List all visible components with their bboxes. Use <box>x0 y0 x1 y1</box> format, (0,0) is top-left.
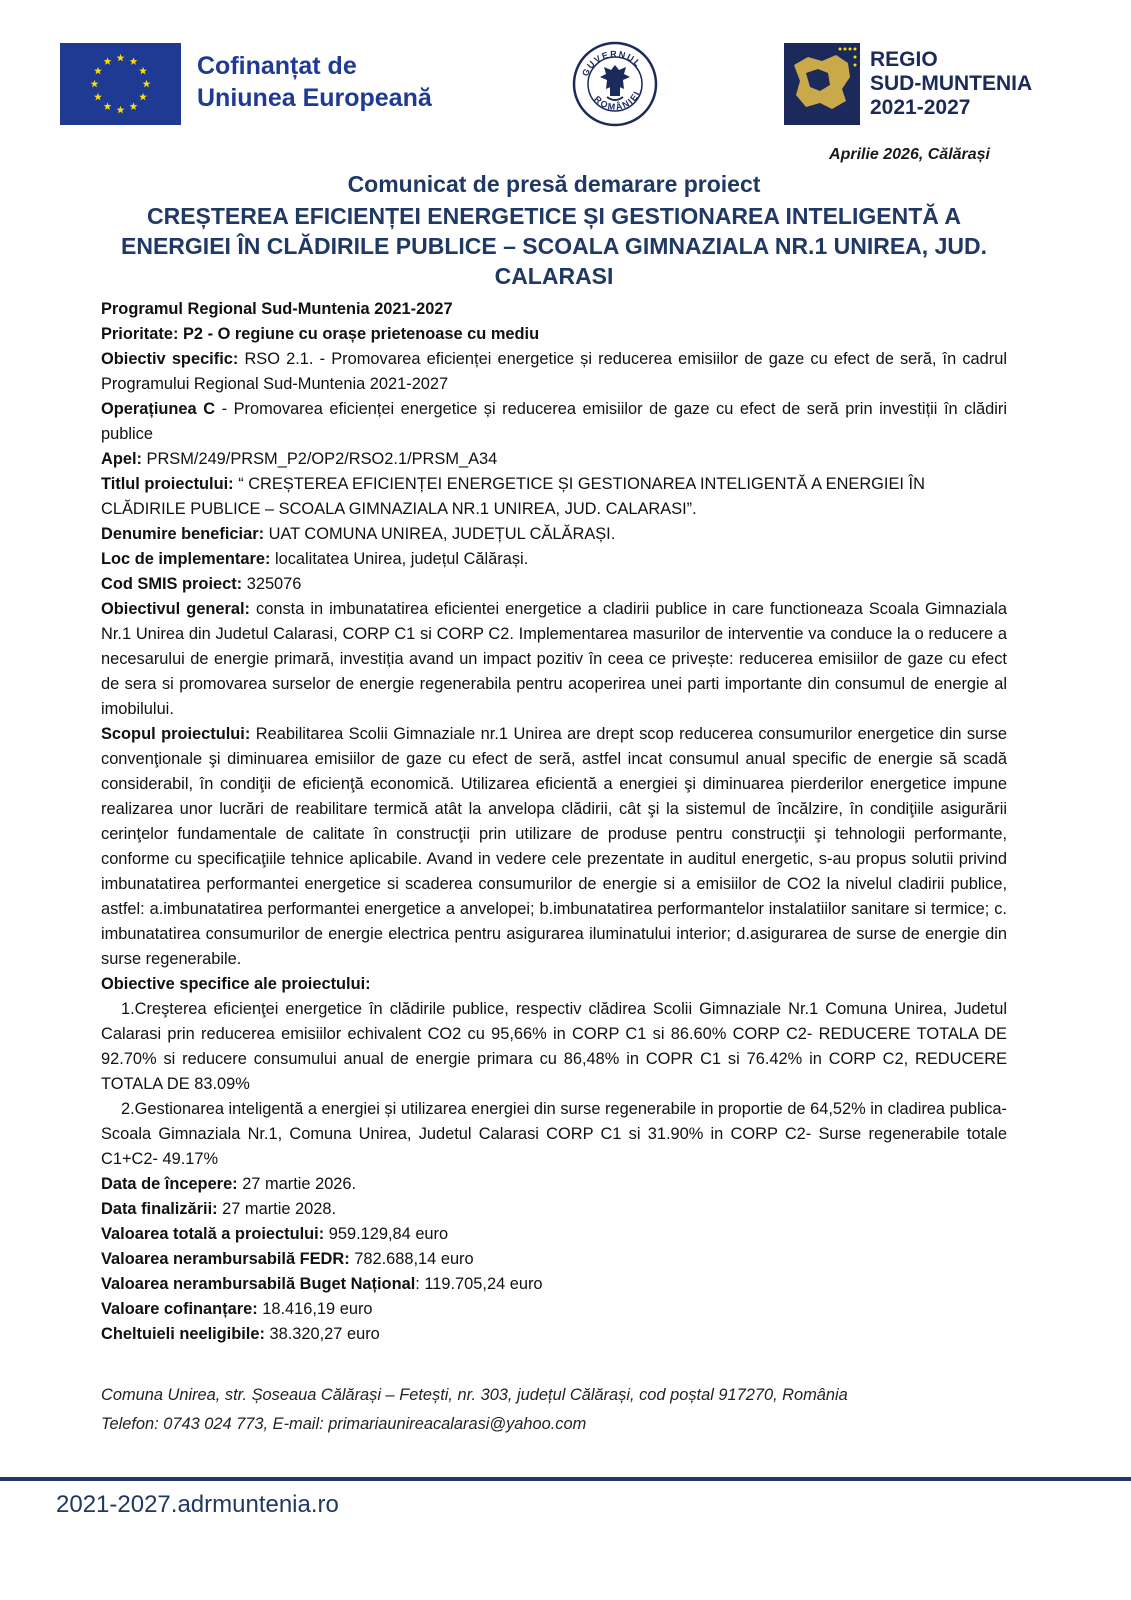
svg-text:ROMÂNIEI: ROMÂNIEI <box>592 88 643 113</box>
eu-star-icon <box>139 93 147 101</box>
neeligibile-para <box>101 1322 1007 1347</box>
regio-line-1: REGIO <box>870 48 938 71</box>
address-line: Comuna Unirea, str. Șoseaua Călărași – Fetești, nr. 303, județul Călărași, cod poștal 917270, România <box>101 1386 848 1404</box>
regio-map-logo <box>784 43 860 125</box>
obiectiv-general-label: Obiectivul general: <box>101 600 251 618</box>
smis-para <box>101 572 1007 597</box>
press-release-title <box>100 170 1008 291</box>
obiectiv-specific-text: RSO 2.1. - Promovarea eficienței energetice și reducerea emisiilor de gaze cu efect de seră, în cadrul Programului Regional Sud-Muntenia 2021-2027 <box>101 350 1007 393</box>
data-incepere-para <box>101 1172 1007 1197</box>
valoare-totala-label: Valoarea totală a proiectului: <box>101 1225 325 1243</box>
fedr-label: Valoarea nerambursabilă FEDR: <box>101 1250 350 1268</box>
apel-label: Apel: <box>101 450 142 468</box>
programul-line: Programul Regional Sud-Muntenia 2021-2027 <box>101 300 453 318</box>
buget-national-text: : 119.705,24 euro <box>415 1275 543 1293</box>
scopul-text: Reabilitarea Scolii Gimnaziale nr.1 Unirea are drept scop reducerea consumurilor energetice din surse convenţionale şi diminuarea emisiilor de gaze cu efect de seră, astfel incat consumul anual specific de energie să scadă considerabil, în condiţii de eficienţă economică. Utilizarea eficientă a energiei şi diminuarea pierderilor energetice impune realizarea unor lucrări de reabilitare termică atât la anvelopa clădirii, cât şi la sistemul de încălzire, în condiţiile asigurării cerinţelor fundamentale de calitate în construcţii prin utilizare de produse pentru construcţii şi tehnologii performante, conforme cu specificaţiile tehnice aplicabile. Avand in vedere cele prezentate in auditul energetic, s-au propus solutii privind imbunatatirea performantei energetice si scaderea consumurilor de energie si a emisiilor de CO2 la nivelul cladirii publice, astfel: a.imbunatatirea performantei energetice a anvelopei; b.imbunatatirea performantelor instalatiilor sanitare si termice; c. imbunatatirea consumurilor de energie electrica pentru asigurarea iluminatului interior; d.asigurarea de surse de energie din surse regenerabile. <box>101 725 1007 968</box>
beneficiar-label: Denumire beneficiar: <box>101 525 265 543</box>
website-link[interactable]: 2021-2027.adrmuntenia.ro <box>56 1491 339 1518</box>
operatiunea-label: Operațiunea C <box>101 400 216 418</box>
footer-divider <box>0 1477 1131 1481</box>
obiectiv-specific-label: Obiectiv specific: <box>101 350 239 368</box>
eu-star-icon <box>104 102 112 110</box>
eu-line-1: Cofinanțat de <box>197 52 357 80</box>
cofinantare-para <box>101 1297 1007 1322</box>
obiectiv-specific-1: 1.Creşterea eficienţei energetice în clădirile publice, respectiv clădirea Scolii Gimnaziale Nr.1 Comuna Unirea, Judetul Calarasi prin reducerea emisiilor echivalent CO2 cu 95,66% in CORP C1 si 86.60% CORP C2- REDUCERE TOTALA DE 92.70% si reducere consumului anual de energie primara cu 86,48% in COPR C1 si 76.42% in CORP C2, REDUCERE TOTALA DE 83.09% <box>101 1000 1007 1093</box>
eu-star-icon <box>139 67 147 75</box>
eu-line-2: Uniunea Europeană <box>197 84 432 112</box>
eu-star-icon <box>117 54 125 62</box>
valoare-totala-para <box>101 1222 1007 1247</box>
eu-star-icon <box>91 80 99 88</box>
eu-star-icon <box>117 106 125 114</box>
eu-star-icon <box>94 67 102 75</box>
data-final-label: Data finalizării: <box>101 1200 218 1218</box>
titlul-label: Titlul proiectului: <box>101 475 234 493</box>
operatiunea-para <box>101 397 1007 447</box>
regio-sud-muntenia-text <box>870 48 1032 120</box>
eu-star-icon <box>104 57 112 65</box>
contact-line: Telefon: 0743 024 773, E-mail: primariaunireacalarasi@yahoo.com <box>101 1415 587 1433</box>
smis-text: 325076 <box>242 575 302 593</box>
scopul-para <box>101 722 1007 972</box>
scopul-label: Scopul proiectului: <box>101 725 251 743</box>
titlul-text: “ CREȘTEREA EFICIENȚEI ENERGETICE ȘI GESTIONAREA INTELIGENTĂ A ENERGIEI ÎN CLĂDIRILE PUBLICE – SCOALA GIMNAZIALA NR.1 UNIREA, JUD. CALARASI”. <box>101 475 925 518</box>
romanian-government-seal-icon <box>572 41 658 127</box>
obiectiv-specific-para <box>101 347 1007 397</box>
regio-line-3: 2021-2027 <box>870 96 971 119</box>
smis-label: Cod SMIS proiect: <box>101 575 243 593</box>
buget-national-label: Valoarea nerambursabilă Buget Național <box>101 1275 416 1293</box>
obiectiv-general-para <box>101 597 1007 722</box>
neeligibile-text: 38.320,27 euro <box>264 1325 380 1343</box>
eu-cofinantat-text <box>197 50 432 114</box>
beneficiar-para <box>101 522 1007 547</box>
prioritate-line: Prioritate: P2 - O regiune cu orașe prietenoase cu mediu <box>101 325 540 343</box>
data-incepere-label: Data de începere: <box>101 1175 238 1193</box>
titlul-para <box>101 472 1007 522</box>
eu-flag-logo <box>60 43 181 125</box>
regio-map-icon <box>784 43 860 125</box>
eu-star-icon <box>94 93 102 101</box>
cofinantare-label: Valoare cofinanțare: <box>101 1300 258 1318</box>
eu-star-icon <box>143 80 151 88</box>
eu-stars-icon <box>60 43 181 125</box>
obiective-specifice-label: Obiective specifice ale proiectului: <box>101 975 371 993</box>
beneficiar-text: UAT COMUNA UNIREA, JUDEȚUL CĂLĂRAȘI. <box>264 525 616 543</box>
cofinantare-text: 18.416,19 euro <box>257 1300 373 1318</box>
buget-national-para <box>101 1272 1007 1297</box>
regio-line-2: SUD-MUNTENIA <box>870 72 1033 95</box>
loc-para <box>101 547 1007 572</box>
data-final-text: 27 martie 2028. <box>217 1200 337 1218</box>
press-release-body <box>101 297 1007 1347</box>
loc-text: localitatea Unirea, județul Călărași. <box>270 550 529 568</box>
obiectiv-general-text: consta in imbunatatirea eficientei energetice a cladirii publice in care functioneaza Scoala Gimnaziala Nr.1 Unirea din Judetul Calarasi, CORP C1 si CORP C2. Implementarea masurilor de interventie va conduce la o reducere a necesarului de energie primară, investiția avand un impact pozitiv în ceea ce privește: reducerea emisiilor de gaze cu efect de sera si promovarea surselor de energie regenerabila pentru acoperirea unei parti importante din consumul de energie al imobilului. <box>101 600 1007 718</box>
valoare-totala-text: 959.129,84 euro <box>324 1225 449 1243</box>
title-project-name: CREȘTEREA EFICIENȚEI ENERGETICE ȘI GESTIONAREA INTELIGENTĂ A ENERGIEI ÎN CLĂDIRILE PUBLICE – SCOALA GIMNAZIALA NR.1 UNIREA, JUD. CALARASI <box>121 203 987 289</box>
operatiunea-text: - Promovarea eficienței energetice și reducerea emisiilor de gaze cu efect de seră prin investiții în clădiri publice <box>101 400 1007 443</box>
fedr-para <box>101 1247 1007 1272</box>
date-place: Aprilie 2026, Călărași <box>829 146 990 163</box>
eu-star-icon <box>130 57 138 65</box>
apel-para <box>101 447 1007 472</box>
obiectiv-specific-2: 2.Gestionarea inteligentă a energiei și utilizarea energiei din surse regenerabile in proportie de 64,52% in cladirea publica- Scoala Gimnaziala Nr.1, Comuna Unirea, Judetul Calarasi CORP C1 si 31.90% in CORP C2- Surse regenerabile totale C1+C2- 49.17% <box>101 1100 1007 1168</box>
eu-star-icon <box>130 102 138 110</box>
apel-text: PRSM/249/PRSM_P2/OP2/RSO2.1/PRSM_A34 <box>141 450 498 468</box>
svg-text:GUVERNUL: GUVERNUL <box>579 48 644 78</box>
fedr-text: 782.688,14 euro <box>349 1250 474 1268</box>
guvernul-romaniei-seal <box>572 41 658 127</box>
neeligibile-label: Cheltuieli neeligibile: <box>101 1325 265 1343</box>
data-final-para <box>101 1197 1007 1222</box>
title-line-1: Comunicat de presă demarare proiect <box>347 171 761 197</box>
data-incepere-text: 27 martie 2026. <box>237 1175 357 1193</box>
loc-label: Loc de implementare: <box>101 550 271 568</box>
contact-block <box>101 1381 1007 1439</box>
